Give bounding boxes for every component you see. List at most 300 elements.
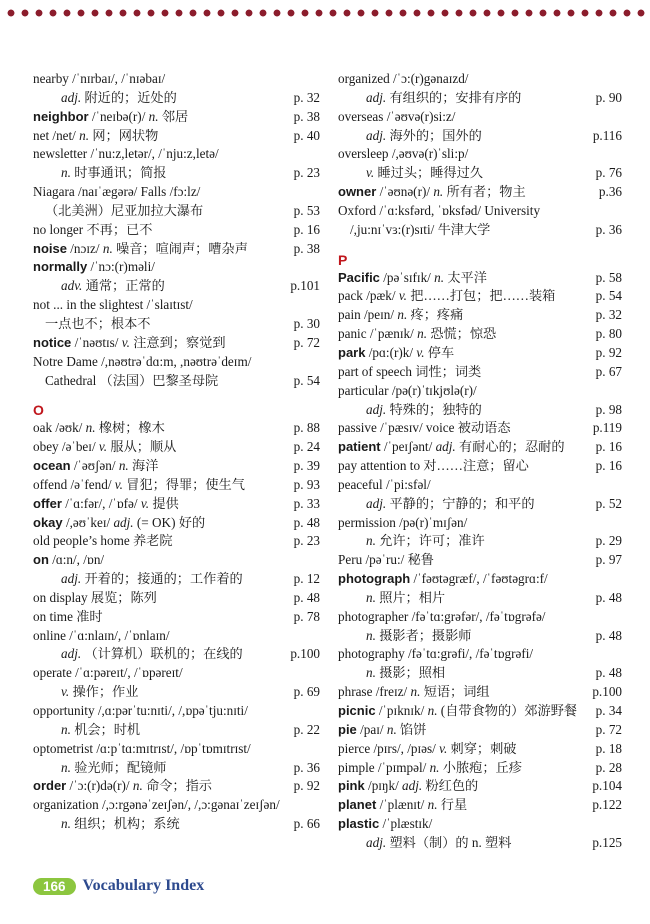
vocab-entry (33, 608, 320, 627)
definition-text: 被动语态 (457, 420, 511, 436)
headword: plastic (338, 816, 380, 832)
vocab-entry (338, 269, 622, 288)
part-of-speech: n. (434, 269, 445, 285)
headword: particular /pə(r)ˈtɪkjʊlə(r)/ (338, 382, 477, 398)
vocab-entry (338, 514, 622, 533)
part-of-speech: n. (79, 127, 90, 143)
definition-text: 组织；机构；系统 (74, 816, 180, 832)
part-of-speech: n. (102, 240, 113, 256)
pronunciation: /ˈnəʊtɪs/ (74, 334, 119, 350)
definition-text: 通常；正常的 (85, 278, 165, 294)
headword: okay (33, 514, 63, 530)
vocab-entry (33, 495, 320, 514)
headword: pimple /ˈpɪmpəl/ (338, 759, 427, 775)
right-column (338, 70, 622, 853)
vocab-definition (33, 315, 320, 334)
definition-text: （计算机）联机的；在线的 (84, 646, 243, 662)
part-of-speech: n. (433, 184, 444, 200)
part-of-speech: adj. (366, 127, 387, 143)
page-number-badge: 166 (33, 878, 76, 895)
vocab-definition (33, 759, 320, 778)
page-reference: p. 30 (293, 315, 320, 331)
part-of-speech: v. (439, 740, 448, 756)
part-of-speech: adj. (366, 401, 387, 417)
page-reference: p. 80 (595, 326, 622, 342)
page-reference: p. 88 (293, 420, 320, 436)
vocab-entry (33, 589, 320, 608)
vocab-entry (33, 664, 320, 683)
definition-text: 操作；作业 (72, 684, 139, 700)
page-reference: p. 24 (293, 439, 320, 455)
definition-text: 机会；时机 (74, 721, 141, 737)
vocab-entry (33, 221, 320, 240)
part-of-speech: adj. (366, 495, 387, 511)
vocab-entry (338, 645, 622, 664)
page-reference: p. 36 (293, 759, 320, 775)
part-of-speech: adj. (435, 439, 456, 455)
definition-text: 允许；许可；准许 (379, 533, 485, 549)
headword: pie (338, 721, 357, 737)
vocab-entry (338, 438, 622, 457)
part-of-speech: n. (429, 759, 440, 775)
part-of-speech: v. (121, 334, 130, 350)
definition-text: 开着的；接通的；工作着的 (84, 571, 243, 587)
pronunciation: /ɑ:n/, /ɒn/ (52, 552, 105, 568)
section-heading: O (33, 402, 44, 419)
page-reference: p.119 (592, 420, 622, 436)
page-reference: p. 48 (595, 665, 622, 681)
page-reference: p.36 (598, 184, 622, 200)
pronunciation: /nɔɪz/ (70, 240, 100, 256)
definition-text: 塑料（制）的 n. 塑料 (389, 834, 512, 850)
definition-text: /,ju:nɪˈvɜ:(r)sɪti/ 牛津大学 (350, 221, 491, 237)
headword: owner (338, 184, 377, 200)
vocab-definition (338, 401, 622, 420)
page-reference: p. 93 (293, 476, 320, 492)
headword: operate /ˈɑ:pəreɪt/, /ˈɒpəreɪt/ (33, 665, 183, 681)
vocab-definition (33, 89, 320, 108)
headword: oak /əʊk/ (33, 420, 83, 436)
vocab-definition (338, 664, 622, 683)
vocab-entry (338, 476, 622, 495)
pronunciation: /ˈɑ:fər/, /ˈɒfə/ (65, 495, 138, 511)
vocab-entry (338, 457, 622, 476)
vocab-definition (338, 532, 622, 551)
definition-text: 不再；已不 (86, 221, 153, 237)
vocab-entry (338, 145, 622, 164)
part-of-speech: v. (416, 344, 425, 360)
headword: normally (33, 259, 88, 275)
pronunciation: /ˈəʊʃən/ (73, 458, 116, 474)
vocab-definition (33, 202, 320, 221)
definition-text: 验光师；配镜师 (74, 759, 167, 775)
page-reference: p. 38 (293, 240, 320, 256)
definition-text: 恐慌；惊恐 (430, 326, 497, 342)
vocab-definition (33, 372, 320, 391)
page-reference: p. 67 (595, 363, 622, 379)
headword: old people’s home (33, 533, 130, 549)
definition-text: 小脓疱；丘疹 (442, 759, 522, 775)
definition-text: 刺穿；刺破 (450, 740, 517, 756)
definition-text: 粉红色的 (425, 778, 479, 794)
page-reference: p. 38 (293, 108, 320, 124)
definition-text: (自带食物的）郊游野餐 (440, 703, 578, 718)
part-of-speech: n. (366, 589, 376, 605)
page-reference: p.122 (592, 797, 622, 813)
vocab-entry (33, 353, 320, 372)
vocab-entry (338, 551, 622, 570)
vocab-entry (33, 334, 320, 353)
vocab-entry (338, 382, 622, 401)
headword: newsletter /ˈnu:z,letər/, /ˈnju:z,letə/ (33, 146, 219, 162)
vocab-entry (338, 183, 622, 202)
definition-text: 词性；词类 (415, 363, 482, 379)
pronunciation: /ˈplæstɪk/ (382, 816, 433, 832)
definition-text: 服从；顺从 (110, 439, 177, 455)
definition-text: 有组织的；安排有序的 (389, 89, 522, 105)
page-reference: p. 48 (293, 589, 320, 605)
part-of-speech: v. (114, 476, 123, 492)
part-of-speech: n. (61, 816, 71, 832)
vocab-entry (338, 796, 622, 815)
page-reference: p. 58 (595, 269, 622, 285)
pronunciation: /,əʊˈkeɪ/ (65, 514, 111, 530)
headword: no longer (33, 221, 84, 237)
part-of-speech: n. (132, 778, 143, 794)
headword: photography /fəˈtɑ:grəfi/, /fəˈtɒgrəfi/ (338, 646, 534, 662)
vocab-entry (33, 70, 320, 89)
headword: permission /pə(r)ˈmɪʃən/ (338, 514, 468, 530)
vocab-entry (33, 796, 320, 815)
vocab-entry (33, 627, 320, 646)
pronunciation: /ˈnɔ:(r)məli/ (90, 259, 155, 275)
definition-text: 所有者；物主 (446, 184, 526, 200)
page-reference: p. 40 (293, 127, 320, 143)
vocab-entry (338, 759, 622, 778)
page-reference: p. 39 (293, 458, 320, 474)
definition-text: 短语；词组 (423, 684, 490, 700)
definition-text: 网；网状物 (92, 127, 159, 143)
definition-text: 摄影者；摄影师 (379, 627, 472, 643)
headword: neighbor (33, 108, 89, 124)
page-reference: p. 23 (293, 165, 320, 181)
vocab-entry (338, 70, 622, 89)
vocab-entry (33, 702, 320, 721)
page-reference: p. 16 (595, 458, 622, 474)
headword: on display (33, 589, 88, 605)
pronunciation: /pɑ:(r)k/ (368, 344, 414, 360)
page-reference: p. 36 (595, 221, 622, 237)
part-of-speech: n. (397, 307, 408, 323)
part-of-speech: n. (366, 665, 376, 681)
part-of-speech: adj. (366, 89, 387, 105)
definition-text: 停车 (427, 344, 455, 360)
page-reference: p. 69 (293, 684, 320, 700)
page-reference: p. 32 (595, 307, 622, 323)
headword: on time (33, 608, 73, 624)
vocab-entry (338, 419, 622, 438)
headword: notice (33, 334, 72, 350)
vocab-entry (338, 740, 622, 759)
page-reference: p. 53 (293, 202, 320, 218)
part-of-speech: adv. (61, 278, 83, 294)
vocab-entry (338, 344, 622, 363)
vocab-entry (33, 258, 320, 277)
definition-text: 太平洋 (447, 269, 487, 285)
vocab-definition (338, 589, 622, 608)
page-reference: p. 54 (293, 372, 320, 388)
headword: pack /pæk/ (338, 288, 396, 304)
headword: Niagara /naɪˈægərə/ Falls /fɔ:lz/ (33, 184, 201, 200)
headword: picnic (338, 703, 376, 718)
vocab-entry (338, 325, 622, 344)
part-of-speech: n. (61, 165, 71, 181)
headword: part of speech (338, 363, 412, 379)
vocab-entry (33, 551, 320, 570)
part-of-speech: adj. (366, 834, 387, 850)
vocab-definition (338, 834, 622, 853)
definition-text: 疼；疼痛 (410, 307, 464, 323)
pronunciation: /ˈɔ:(r)də(r)/ (69, 778, 130, 794)
headword: not ... in the slightest /ˈslaɪtɪst/ (33, 297, 193, 313)
page-reference: p. 29 (595, 533, 622, 549)
vocab-definition (338, 627, 622, 646)
vocab-entry (33, 438, 320, 457)
vocab-entry (338, 363, 622, 382)
part-of-speech: v. (98, 439, 108, 455)
pronunciation: /ˈneɪbə(r)/ (91, 108, 146, 124)
decorative-dot-border (4, 6, 648, 20)
headword: noise (33, 240, 67, 256)
part-of-speech: n. (366, 627, 376, 643)
page-reference: p. 90 (595, 89, 622, 105)
definition-text: 养老院 (133, 533, 173, 549)
vocab-entry (33, 108, 320, 127)
definition-text: 平静的；宁静的；和平的 (389, 495, 535, 511)
page-reference: p. 48 (595, 589, 622, 605)
page-reference: p. 28 (595, 759, 622, 775)
page-reference: p. 72 (595, 721, 622, 737)
pronunciation: /ˈplænɪt/ (379, 797, 425, 813)
definition-text: 准时 (76, 608, 103, 624)
page-reference: p.125 (592, 834, 622, 850)
definition-text: 命令；指示 (146, 778, 212, 794)
page-reference: p. 16 (293, 221, 320, 237)
part-of-speech: n. (148, 108, 159, 124)
headword: overseas /ˈəʊvə(r)si:z/ (338, 108, 456, 124)
headword: photograph (338, 571, 411, 587)
vocab-entry (338, 683, 622, 702)
part-of-speech: v. (140, 495, 150, 511)
vocab-entry (33, 777, 320, 796)
page-reference: p. 52 (595, 495, 622, 511)
page-reference: p. 16 (595, 439, 622, 455)
pronunciation: /ˈəʊnə(r)/ (379, 184, 431, 200)
headword: obey /əˈbeɪ/ (33, 439, 96, 455)
vocab-definition (338, 127, 622, 146)
definition-text: 把……打包；把……装箱 (410, 288, 556, 304)
vocab-entry (33, 476, 320, 495)
page-reference: p. 66 (293, 816, 320, 832)
headword: peaceful /ˈpi:sfəl/ (338, 476, 431, 492)
definition-text: 提供 (152, 495, 179, 511)
part-of-speech: n. (61, 721, 71, 737)
headword: optometrist /ɑ:pˈtɑ:mɪtrɪst/, /ɒpˈtɒmɪtrɪst/ (33, 740, 251, 756)
headword: offer (33, 495, 62, 511)
definition-text: （北美洲）尼亚加拉大瀑布 (45, 202, 204, 218)
headword: opportunity /,ɑ:pərˈtu:nɪti/, /,ɒpəˈtju:nɪti/ (33, 703, 248, 718)
vocab-entry (338, 570, 622, 589)
page-reference: p. 33 (293, 495, 320, 511)
vocab-definition (33, 815, 320, 834)
definition-text: 行星 (440, 797, 468, 813)
definition-text: 海洋 (132, 458, 159, 474)
headword: nearby /ˈnɪrbaɪ/, /ˈnɪəbaɪ/ (33, 71, 166, 86)
definition-text: 一点也不；根本不 (45, 315, 151, 331)
headword: panic /ˈpænɪk/ (338, 326, 414, 342)
part-of-speech: n. (366, 533, 376, 549)
page-reference: p. 12 (293, 571, 320, 587)
pronunciation: /ˈpɪknɪk/ (378, 703, 425, 718)
headword: Oxford /ˈɑ:ksfərd, ˈɒksfəd/ University (338, 202, 541, 218)
headword: Notre Dame /,nəʊtrəˈdɑ:m, ,nəʊtrəˈdeɪm/ (33, 353, 252, 369)
headword: pain /peɪn/ (338, 307, 395, 323)
pronunciation: /pɪŋk/ (368, 778, 399, 794)
headword: Pacific (338, 269, 380, 285)
vocab-entry (33, 532, 320, 551)
headword: pierce /pɪrs/, /pɪəs/ (338, 740, 436, 756)
page-reference: p. 48 (293, 514, 320, 530)
page-reference: p. 54 (595, 288, 622, 304)
headword: pay attention to (338, 458, 421, 474)
vocab-entry (338, 608, 622, 627)
vocab-definition (33, 277, 320, 296)
vocab-definition (33, 570, 320, 589)
pronunciation: /pəˈsɪfɪk/ (383, 269, 431, 285)
part-of-speech: v. (366, 165, 375, 181)
page-reference: p. 48 (595, 627, 622, 643)
vocab-entry (338, 721, 622, 740)
part-of-speech: adj. (61, 646, 82, 662)
page-reference: p. 34 (595, 703, 622, 718)
headword: photographer /fəˈtɑ:grəfər/, /fəˈtɒgrəfə/ (338, 608, 546, 624)
vocab-definition (338, 164, 622, 183)
part-of-speech: n. (427, 703, 438, 718)
definition-text: 秘鲁 (407, 552, 434, 568)
part-of-speech: n. (427, 797, 438, 813)
vocab-definition (33, 164, 320, 183)
part-of-speech: v. (61, 684, 70, 700)
headword: Peru /pəˈru:/ (338, 552, 405, 568)
page-reference: p.100 (592, 684, 622, 700)
page-reference: p.100 (290, 646, 320, 662)
part-of-speech: n. (410, 684, 421, 700)
vocab-entry (338, 702, 622, 721)
vocab-entry (33, 457, 320, 476)
page-reference: p. 98 (595, 401, 622, 417)
headword: park (338, 344, 366, 360)
page-reference: p. 22 (293, 721, 320, 737)
definition-text: 照片；相片 (379, 589, 446, 605)
definition-text: 海外的；国外的 (389, 127, 482, 143)
pronunciation: /ˈpeɪʃənt/ (383, 439, 433, 455)
vocab-definition (338, 89, 622, 108)
definition-text: 附近的；近处的 (84, 89, 177, 105)
part-of-speech: n. (386, 721, 397, 737)
vocab-entry (33, 740, 320, 759)
definition-text: 邻居 (161, 108, 189, 124)
vocab-entry (33, 145, 320, 164)
page-reference: p.116 (592, 127, 622, 143)
definition-text: 特殊的；独特的 (389, 401, 482, 417)
definition-text: 橡树；橡木 (98, 420, 165, 436)
page-reference: p. 76 (595, 165, 622, 181)
pronunciation: /paɪ/ (360, 721, 384, 737)
page-reference: p. 32 (293, 89, 320, 105)
vocab-entry (33, 296, 320, 315)
left-column (33, 70, 320, 834)
page-footer (33, 876, 204, 896)
vocab-entry (338, 815, 622, 834)
part-of-speech: n. (118, 458, 129, 474)
headword: online /ˈɑ:nlaɪn/, /ˈɒnlaɪn/ (33, 627, 170, 643)
headword: patient (338, 439, 381, 455)
part-of-speech: adj. (402, 778, 423, 794)
vocab-entry (33, 514, 320, 533)
part-of-speech: n. (417, 326, 428, 342)
page-reference: p. 92 (595, 344, 622, 360)
headword: offend /əˈfend/ (33, 476, 112, 492)
part-of-speech: n. (61, 759, 71, 775)
headword: on (33, 552, 49, 568)
vocab-definition (338, 221, 622, 240)
headword: organization /,ɔ:rgənəˈzeɪʃən/, /,ɔ:gənaɪˈzeɪʃən/ (33, 797, 280, 813)
headword: planet (338, 797, 377, 813)
part-of-speech: v. (398, 288, 407, 304)
page-reference: p. 78 (293, 608, 320, 624)
definition-text: 摄影；照相 (379, 665, 446, 681)
definition-text: 冒犯；得罪；使生气 (126, 476, 245, 492)
vocab-definition (33, 683, 320, 702)
definition-text: 对……注意；留心 (423, 458, 529, 474)
headword: order (33, 778, 67, 794)
vocab-entry (33, 127, 320, 146)
vocab-entry (338, 287, 622, 306)
headword: organized /ˈɔ:(r)gənaɪzd/ (338, 71, 469, 86)
definition-text: 注意到；察觉到 (133, 334, 226, 350)
vocab-definition (33, 645, 320, 664)
definition-text: Cathedral （法国）巴黎圣母院 (45, 372, 219, 388)
definition-text: 馅饼 (400, 721, 427, 737)
vocab-entry (338, 306, 622, 325)
headword: phrase /freɪz/ (338, 684, 408, 700)
definition-text: (= OK) 好的 (136, 514, 206, 530)
page-reference: p. 92 (293, 778, 320, 794)
page-reference: p.104 (592, 778, 622, 794)
headword: net /net/ (33, 127, 76, 143)
vocab-entry (33, 419, 320, 438)
headword: pink (338, 778, 365, 794)
headword: oversleep /,əʊvə(r)ˈsli:p/ (338, 146, 469, 162)
footer-title: Vocabulary Index (82, 877, 205, 894)
vocab-entry (33, 240, 320, 259)
section-heading: P (338, 251, 348, 268)
definition-text: 噪音；喧闹声；嘈杂声 (116, 240, 248, 256)
part-of-speech: adj. (61, 89, 82, 105)
vocab-entry (338, 777, 622, 796)
definition-text: 展览；陈列 (90, 589, 157, 605)
vocab-entry (33, 183, 320, 202)
